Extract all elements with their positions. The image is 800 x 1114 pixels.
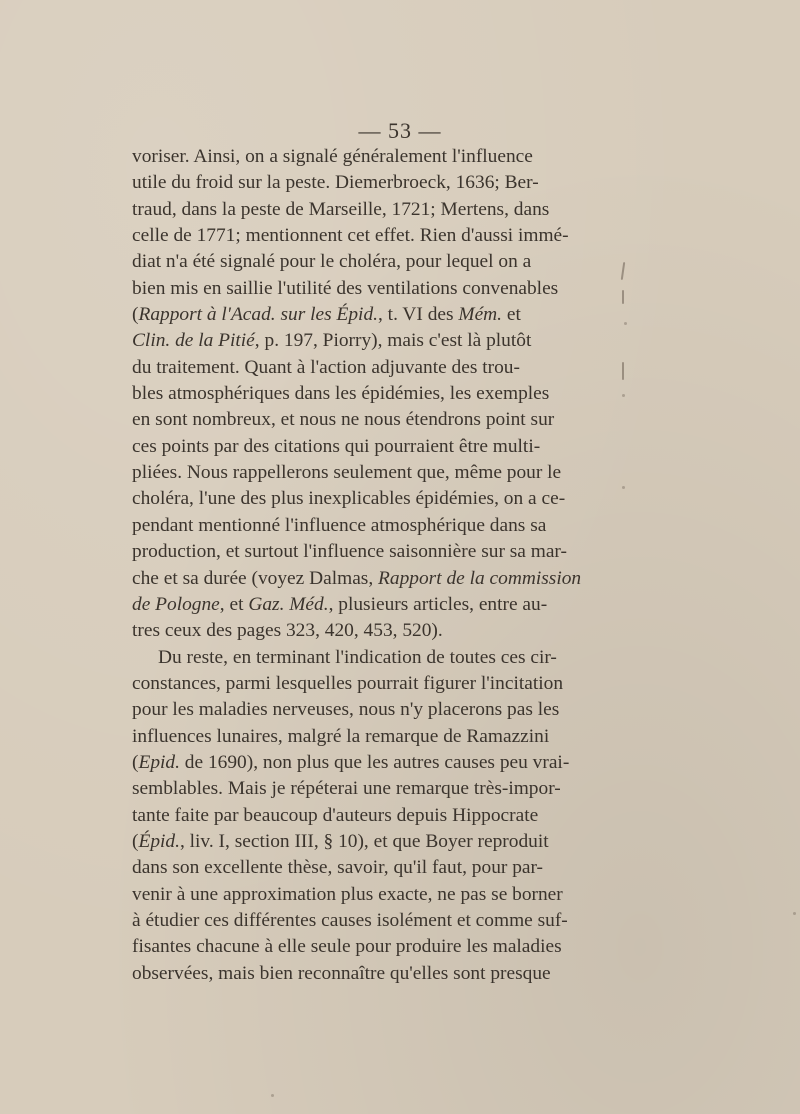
text-segment: observées, mais bien reconnaître qu'elles sont presque — [132, 962, 551, 984]
italic-citation: Clin. de la Pitié — [132, 330, 255, 352]
paper-mark — [622, 290, 624, 304]
text-segment: bien mis en saillie l'utilité des ventilations convenables — [132, 277, 559, 299]
italic-citation: Épid. — [138, 830, 180, 852]
text-line — [132, 328, 600, 354]
text-segment: du traitement. Quant à l'action adjuvante des trou- — [132, 356, 520, 378]
paper-speck — [624, 322, 627, 325]
text-line — [132, 961, 600, 987]
text-line — [132, 513, 600, 539]
paper-speck — [793, 912, 796, 915]
text-segment: utile du froid sur la peste. Diemerbroeck, 1636; Ber- — [132, 172, 539, 194]
text-segment: ( — [132, 751, 139, 773]
italic-citation: de Pologne — [132, 593, 220, 615]
text-segment: bles atmosphériques dans les épidémies, les exemples — [132, 383, 550, 405]
text-segment: semblables. Mais je répéterai une remarque très-impor- — [132, 778, 561, 800]
italic-citation: Mém. — [458, 304, 503, 326]
text-segment: ( — [132, 830, 139, 852]
text-line — [132, 618, 600, 644]
text-segment: ces points par des citations qui pourraient être multi- — [132, 435, 541, 457]
text-line — [132, 566, 600, 592]
text-span — [132, 328, 531, 354]
text-line — [132, 407, 600, 433]
italic-citation: Gaz. Méd. — [248, 593, 329, 615]
text-line — [132, 249, 600, 275]
text-span — [132, 750, 569, 776]
paper-speck — [622, 394, 625, 397]
text-segment: de 1690), non plus que les autres causes peu vrai- — [179, 751, 570, 773]
text-segment: pour les maladies nerveuses, nous n'y placerons pas les — [132, 699, 560, 721]
text-segment: et — [502, 304, 521, 326]
text-line — [132, 223, 600, 249]
paper-mark — [621, 262, 625, 280]
text-segment: , et — [219, 593, 249, 615]
text-segment: pliées. Nous rappellerons seulement que, même pour le — [132, 462, 562, 484]
text-line — [132, 197, 600, 223]
text-segment: tres ceux des pages 323, 420, 453, 520). — [132, 620, 443, 642]
text-segment: en sont nombreux, et nous ne nous étendrons point sur — [132, 409, 555, 431]
text-segment: che et sa durée (voyez Dalmas, — [132, 567, 379, 589]
text-line — [132, 460, 600, 486]
text-segment: venir à une approximation plus exacte, ne pas se borner — [132, 883, 563, 905]
text-line — [132, 355, 600, 381]
text-segment: traud, dans la peste de Marseille, 1721; Mertens, dans — [132, 198, 550, 220]
text-line — [132, 724, 600, 750]
text-segment: pendant mentionné l'influence atmosphérique dans sa — [132, 514, 547, 536]
text-segment: voriser. Ainsi, on a signalé généralement l'influence — [132, 146, 533, 167]
text-span — [132, 302, 521, 328]
italic-citation: Rapport à l'Acad. sur les Épid. — [138, 304, 378, 326]
text-segment: fisantes chacune à elle seule pour produire les maladies — [132, 936, 562, 958]
text-line — [132, 829, 600, 855]
text-line — [132, 750, 600, 776]
body-text — [132, 144, 600, 987]
text-segment: choléra, l'une des plus inexplicables épidémies, on a ce- — [132, 488, 566, 510]
text-segment: dans son excellente thèse, savoir, qu'il faut, pour par- — [132, 857, 544, 879]
text-segment: , p. 197, Piorry), mais c'est là plutôt — [254, 330, 532, 352]
text-line — [132, 539, 600, 565]
text-span — [132, 829, 549, 855]
text-segment: Du reste, en terminant l'indication de toutes ces cir- — [158, 646, 557, 668]
text-line — [132, 170, 600, 196]
text-line — [132, 671, 600, 697]
paper-speck — [271, 1094, 274, 1097]
text-line — [132, 803, 600, 829]
italic-citation: Epid. — [138, 751, 180, 773]
text-segment: à étudier ces différentes causes isolément et comme suf- — [132, 909, 568, 931]
text-segment: ( — [132, 304, 139, 326]
text-line — [132, 934, 600, 960]
text-segment: , plusieurs articles, entre au- — [328, 593, 548, 615]
text-line — [132, 592, 600, 618]
paper-speck — [622, 486, 625, 489]
text-line — [132, 776, 600, 802]
text-line — [132, 908, 600, 934]
page-number: — 53 — — [358, 118, 442, 143]
paper-mark — [622, 362, 624, 380]
text-line — [132, 381, 600, 407]
text-line — [132, 486, 600, 512]
text-line — [132, 144, 600, 170]
text-segment: influences lunaires, malgré la remarque de Ramazzini — [132, 725, 550, 747]
text-segment: , t. VI des — [377, 304, 459, 326]
text-line — [132, 276, 600, 302]
text-segment: production, et surtout l'influence saisonnière sur sa mar- — [132, 541, 567, 563]
text-line — [132, 697, 600, 723]
italic-citation: Rapport de la commission — [378, 567, 582, 589]
text-segment: diat n'a été signalé pour le choléra, pour lequel on a — [132, 251, 532, 273]
text-line — [132, 434, 600, 460]
text-segment: celle de 1771; mentionnent cet effet. Rien d'aussi immé- — [132, 225, 569, 247]
text-line — [132, 645, 600, 671]
text-segment: tante faite par beaucoup d'auteurs depuis Hippocrate — [132, 804, 539, 826]
text-line — [132, 882, 600, 908]
text-line — [132, 302, 600, 328]
text-span — [132, 566, 581, 592]
text-line — [132, 855, 600, 881]
text-segment: constances, parmi lesquelles pourrait figurer l'incitation — [132, 672, 564, 694]
text-span — [132, 592, 547, 618]
text-segment: , liv. I, section III, § 10), et que Boyer reproduit — [179, 830, 549, 852]
